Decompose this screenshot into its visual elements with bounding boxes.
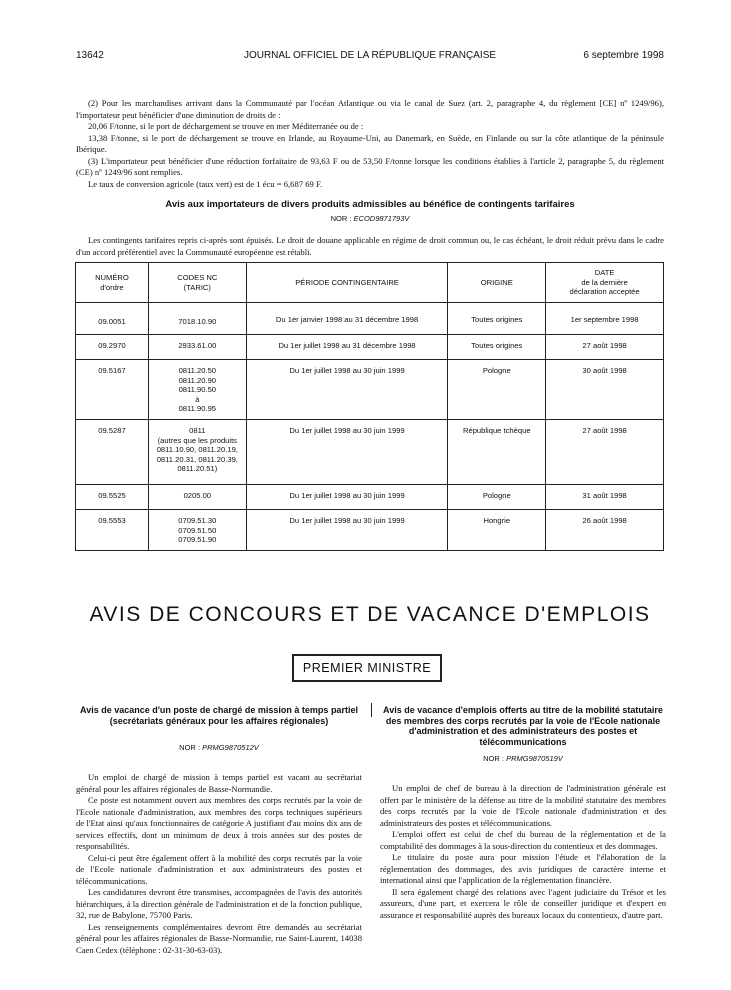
right-paragraph: Il sera également chargé des relations avec l'agent judiciaire du Trésor et les assureurs, d'une part, et exercera le rôle de conseiller juridique et d'expert en assurance et responsabilité auprès des bureaux locaux du contentieux, d'autre part.: [380, 886, 666, 920]
right-paragraph: Le titulaire du poste aura pour mission l'étude et l'élaboration de la réglementation des dommages, des avis juridiques de caractère interne et international ainsi que l'application de la réglementation financière.: [380, 852, 666, 885]
right-paragraph: Un emploi de chef de bureau à la direction de l'administration générale est offert par le ministère de la défense au titre de la mobilité statutaire des membres des corps recrutés par la voie de l'Ecole nationale d'administration et des administrateurs des postes et télécommunications.: [380, 783, 666, 828]
table-row: 09.0051 7018.10.90 Du 1er janvier 1998 au 31 décembre 1998 Toutes origines 1er septembre 1998: [76, 303, 664, 335]
right-notice-nor: NOR : PRMG9870519V: [483, 754, 563, 763]
left-paragraph: Les renseignements complémentaires devront être demandés au secrétariat général pour les affaires régionales de Basse-Normandie, rue Saint-Laurent, 14038 Caen Cedex (téléphone : 02-31-30-63-03).: [76, 921, 362, 955]
footnote-2-item-b: 13,38 F/tonne, si le port de déchargement se trouve en Irlande, au Royaume-Uni, au Danemark, en Suède, en Finlande ou sur la côte atlantique de la péninsule Ibérique.: [76, 132, 664, 154]
left-notice-nor: NOR : PRMG9870512V: [179, 743, 259, 752]
left-paragraph: Un emploi de chargé de mission à temps partiel est vacant au secrétariat général pour les affaires régionales de Basse-Normandie.: [76, 772, 362, 794]
nor-label: NOR :: [330, 214, 352, 223]
footnotes: [76, 98, 664, 190]
section-title: AVIS DE CONCOURS ET DE VACANCE D'EMPLOIS: [89, 603, 651, 626]
header-date: DATE de la dernière déclaration acceptée: [546, 263, 664, 303]
ministry-box: PREMIER MINISTRE: [292, 654, 442, 682]
header-periode: PÉRIODE CONTINGENTAIRE: [246, 263, 448, 303]
conversion-rate-note: Le taux de conversion agricole (taux vert) est de 1 écu = 6,687 69 F.: [88, 178, 323, 189]
tariff-notice-title: Avis aux importateurs de divers produits admissibles au bénéfice de contingents tarifaires: [165, 199, 575, 210]
left-notice-title: Avis de vacance d'un poste de chargé de mission à temps partiel (secrétariats généraux pour les affaires régionales): [80, 705, 358, 726]
footnote-3: (3) L'importateur peut bénéficier d'une réduction forfaitaire de 93,63 F ou de 53,50 F/tonne lorsque les conditions établies à l'article 2, paragraphe 5, du règlement (CE) nº 1249/96 sont remplies.: [76, 155, 664, 177]
left-paragraph: Les candidatures devront être transmises, accompagnées de l'avis des autorités hiérarchiques, à la direction générale de l'administration et de la fonction publique, 32, rue de Babylone, 75700 Paris.: [76, 887, 362, 920]
header-numero: NUMÉRO d'ordre: [76, 263, 149, 303]
journal-title: JOURNAL OFFICIEL DE LA RÉPUBLIQUE FRANÇAISE: [243, 50, 497, 61]
table-row: 09.5287 0811 (autres que les produits 0811.10.90, 0811.20.19, 0811.20.31, 0811.20.39, 0811.20.51) Du 1er juillet 1998 au 30 juin 1999 République tchèque 27 août 1998: [76, 420, 664, 485]
tariff-notice-nor: [76, 214, 664, 223]
left-notice-body: [76, 772, 362, 956]
nor-code: ECOD9871793V: [353, 214, 410, 223]
right-paragraph: L'emploi offert est celui de chef du bureau de la réglementation et de la comptabilité des dommages à la sous-direction du contentieux et des dommages.: [380, 829, 666, 851]
table-row: 09.5167 0811.20.50 0811.20.90 0811.90.50 à 0811.90.95 Du 1er juillet 1998 au 30 juin 1999 Pologne 30 août 1998: [76, 360, 664, 420]
column-divider: [371, 703, 372, 717]
left-paragraph: Celui-ci peut être également offert à la mobilité des corps recrutés par la voie de l'Ecole nationale d'administration et aux administrateurs des postes et télécommunications.: [76, 852, 362, 886]
tariff-notice-intro: Les contingents tarifaires repris ci-après sont épuisés. Le droit de douane applicable en régime de droit commun ou, le cas échéant, le droit réduit prévu dans le cadre d'un accord préférentiel avec la Communauté européenne est rétabli.: [76, 235, 664, 257]
tariff-quota-table: [75, 262, 664, 551]
header-origine: ORIGINE: [448, 263, 546, 303]
page-number: 13642: [76, 50, 104, 61]
right-notice-title: Avis de vacance d'emplois offerts au titre de la mobilité statutaire des membres des corps recrutés par la voie de l'Ecole nationale d'administration et des administrateurs des postes et télécommunications: [383, 705, 663, 747]
footnote-2: (2) Pour les marchandises arrivant dans la Communauté par l'océan Atlantique ou via le canal de Suez (art. 2, paragraphe 4, du règlement [CE] nº 1249/96), l'importateur peut bénéficier d'une diminution de droits de :: [76, 98, 664, 120]
left-paragraph: Ce poste est notamment ouvert aux membres des corps recrutés par la voie de l'Ecole nationale d'administration, aux membres des corps techniques supérieurs de l'Etat ainsi qu'aux fonctionnaires de catégorie A justifiant d'au moins dix ans de services effectifs, dont un minimum de deux à trois années sur des postes de responsabilités.: [76, 795, 362, 851]
right-notice-body: [380, 783, 666, 921]
table-row: 09.5553 0709.51.30 0709.51.50 0709.51.90 Du 1er juillet 1998 au 30 juin 1999 Hongrie 26 août 1998: [76, 510, 664, 551]
footnote-2-item-a: 20,06 F/tonne, si le port de déchargement se trouve en mer Méditerranée ou de :: [88, 121, 364, 131]
table-row: 09.5525 0205.00 Du 1er juillet 1998 au 30 juin 1999 Pologne 31 août 1998: [76, 485, 664, 510]
table-row: 09.2970 2933.61.00 Du 1er juillet 1998 au 31 décembre 1998 Toutes origines 27 août 1998: [76, 335, 664, 360]
header-codes: CODES NC (TARIC): [148, 263, 246, 303]
page-date: 6 septembre 1998: [583, 50, 664, 61]
table-header-row: [76, 263, 664, 303]
